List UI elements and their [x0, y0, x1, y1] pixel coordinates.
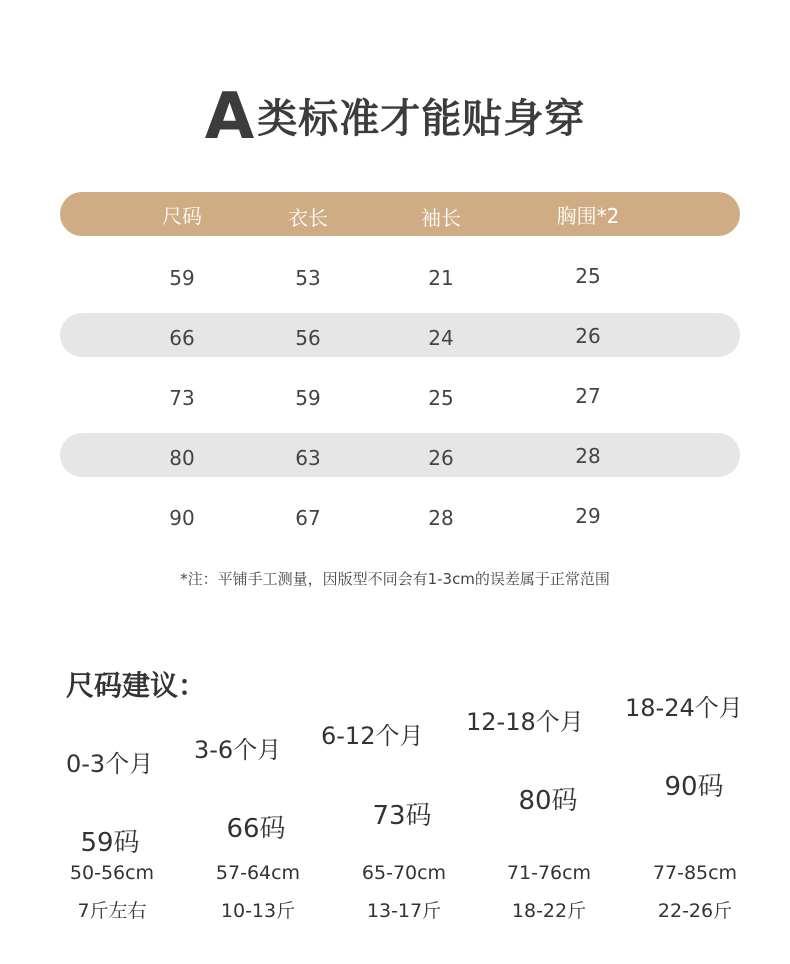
table-cell: 24 [428, 326, 454, 350]
age-label: 3-6个月 [194, 736, 282, 764]
table-cell: 26 [575, 324, 601, 348]
table-cell: 56 [295, 326, 321, 350]
weight-range: 13-17斤 [366, 900, 442, 922]
weight-range: 18-22斤 [511, 900, 587, 922]
height-range: 65-70cm [361, 862, 447, 884]
age-label: 6-12个月 [321, 722, 424, 750]
header-chest: 胸围*2 [556, 204, 620, 228]
page-title [0, 80, 790, 154]
weight-range: 10-13斤 [220, 900, 296, 922]
table-cell: 26 [428, 446, 454, 470]
size-label: 80码 [518, 786, 578, 816]
size-label: 59码 [80, 828, 140, 858]
header-sleeve: 袖长 [421, 206, 461, 230]
height-range: 71-76cm [506, 862, 592, 884]
size-label: 73码 [372, 801, 432, 831]
size-label: 66码 [226, 814, 286, 844]
table-cell: 27 [575, 384, 601, 408]
table-cell: 90 [169, 506, 195, 530]
table-cell: 21 [428, 266, 454, 290]
header-size: 尺码 [162, 204, 202, 228]
table-cell: 25 [575, 264, 601, 288]
table-cell: 25 [428, 386, 454, 410]
measurement-note: *注：平铺手工测量，因版型不同会有1-3cm的误差属于正常范围 [180, 570, 610, 588]
age-label: 12-18个月 [466, 708, 584, 736]
weight-range: 22-26斤 [657, 900, 733, 922]
table-cell: 63 [295, 446, 321, 470]
table-cell: 67 [295, 506, 321, 530]
table-cell: 59 [169, 266, 195, 290]
recommend-title: 尺码建议： [66, 669, 207, 702]
height-range: 50-56cm [69, 862, 155, 884]
table-cell: 29 [575, 504, 601, 528]
table-cell: 80 [169, 446, 195, 470]
table-cell: 53 [295, 266, 321, 290]
title-text: 类标准才能贴身穿 [257, 96, 586, 142]
weight-range: 7斤左右 [77, 900, 147, 922]
table-cell: 59 [295, 386, 321, 410]
table-cell: 28 [575, 444, 601, 468]
size-label: 90码 [664, 772, 724, 802]
table-cell: 66 [169, 326, 195, 350]
height-range: 57-64cm [215, 862, 301, 884]
table-cell: 73 [169, 386, 195, 410]
age-label: 18-24个月 [625, 694, 743, 722]
title-letter: A [204, 80, 256, 154]
age-label: 0-3个月 [66, 750, 154, 778]
height-range: 77-85cm [652, 862, 738, 884]
header-length: 衣长 [288, 206, 328, 230]
table-cell: 28 [428, 506, 454, 530]
